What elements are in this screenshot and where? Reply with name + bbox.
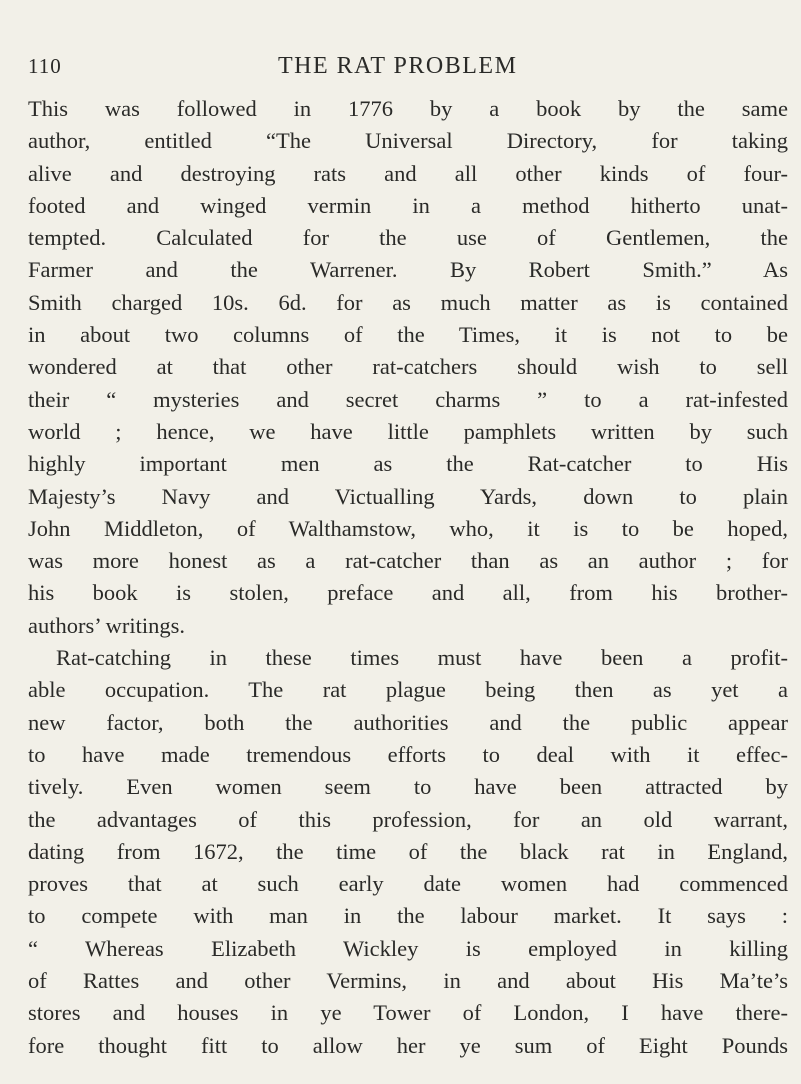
text-line: of Rattes and other Vermins, in and about His Ma’te’s — [28, 968, 788, 994]
text-line: his book is stolen, preface and all, from his brother- — [28, 580, 788, 606]
text-line: tempted. Calculated for the use of Gentlemen, the — [28, 225, 788, 251]
text-line: highly important men as the Rat-catcher to His — [28, 451, 788, 477]
text-line: wondered at that other rat-catchers should wish to sell — [28, 354, 788, 380]
text-line: to have made tremendous efforts to deal with it effec- — [28, 741, 788, 767]
text-line: author, entitled “The Universal Directory, for taking — [28, 128, 788, 154]
text-line: footed and winged vermin in a method hitherto unat- — [28, 192, 788, 218]
page-number: 110 — [28, 54, 62, 78]
text-line: proves that at such early date women had commenced — [28, 871, 788, 897]
text-line: John Middleton, of Walthamstow, who, it is to be hoped, — [28, 515, 788, 541]
text-line: able occupation. The rat plague being then as yet a — [28, 677, 788, 703]
text-line: tively. Even women seem to have been attracted by — [28, 774, 788, 800]
text-line: to compete with man in the labour market. It says : — [28, 903, 788, 929]
text-line: Farmer and the Warrener. By Robert Smith.” As — [28, 257, 788, 283]
text-line: stores and houses in ye Tower of London, I have there- — [28, 1000, 788, 1026]
running-head — [28, 52, 788, 82]
text-line: world ; hence, we have little pamphlets written by such — [28, 418, 788, 444]
text-line: new factor, both the authorities and the public appear — [28, 709, 788, 735]
text-line: their “ mysteries and secret charms ” to a rat-infested — [28, 386, 788, 412]
text-line: was more honest as a rat-catcher than as an author ; for — [28, 548, 788, 574]
text-line: authors’ writings. — [28, 612, 186, 638]
text-line: fore thought fitt to allow her ye sum of Eight Pounds — [28, 1032, 788, 1058]
paragraph-start-line: Rat-catching in these times must have been a profit- — [56, 645, 788, 671]
text-line: in about two columns of the Times, it is not to be — [28, 322, 788, 348]
running-title: THE RAT PROBLEM — [278, 53, 518, 79]
text-line: Majesty’s Navy and Victualling Yards, down to plain — [28, 483, 788, 509]
text-line: This was followed in 1776 by a book by the same — [28, 96, 788, 121]
body-text — [28, 93, 788, 1062]
text-line: dating from 1672, the time of the black rat in England, — [28, 838, 788, 864]
text-line: alive and destroying rats and all other kinds of four- — [28, 160, 788, 186]
text-line: “ Whereas Elizabeth Wickley is employed in killing — [28, 935, 788, 961]
text-line: the advantages of this profession, for an old warrant, — [28, 806, 788, 832]
text-line: Smith charged 10s. 6d. for as much matter as is contained — [28, 289, 788, 315]
